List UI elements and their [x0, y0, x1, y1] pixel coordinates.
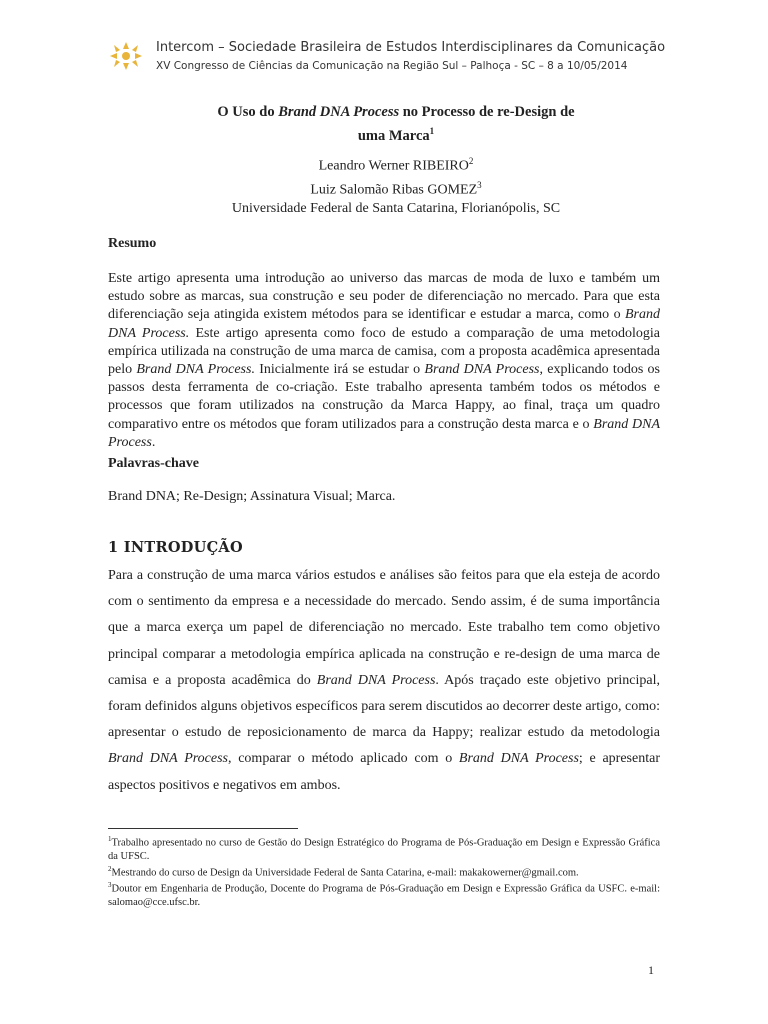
header-title: Intercom – Sociedade Brasileira de Estudos Interdisciplinares da Comunicação: [156, 40, 666, 55]
abstract-heading: Resumo: [108, 236, 157, 251]
paper-title: [108, 103, 684, 146]
abstract-italic: Brand DNA Process: [108, 416, 660, 450]
footnote-ref: 1: [108, 835, 112, 843]
page-header: [108, 38, 668, 78]
intro-text: Para a construção de uma marca vários estudos e análises são feitos para que ela esteja de acordo com o sentimento da empresa e a necessidade do mercado. Sendo assim, é de suma importância que a marca exerça um papel de diferenciação no mercado. Este trabalho tem como objetivo principal comparar a metodologia empírica aplicada na construção e re-design de uma marca de camisa e a proposta acadêmica do: [108, 568, 660, 688]
footnote-3: [108, 879, 660, 909]
footnote-text: Trabalho apresentado no curso de Gestão do Design Estratégico do Programa de Pós-Graduação em Design e Expressão Gráfica da UFSC.: [108, 837, 660, 862]
footnote-text: Mestrando do curso de Design da Universidade Federal de Santa Catarina, e-mail: makakowerner@gmail.com.: [111, 867, 579, 878]
intro-text: . Após traçado este objetivo principal, foram definidos alguns objetivos específicos para serem discutidos ao decorrer deste artigo, como: apresentar o estudo de reposicionamento de marca da Happy; realizar estudo da metodologia: [108, 672, 660, 741]
abstract-italic: Brand DNA Process.: [108, 307, 660, 341]
footnote-2: [108, 863, 660, 880]
footnote-1: [108, 833, 660, 863]
abstract-italic: Brand DNA Process.: [136, 362, 255, 378]
author-ref: 2: [468, 156, 474, 166]
author-1: [108, 152, 684, 176]
footnotes: [108, 833, 660, 909]
footnote-divider: [108, 828, 298, 829]
keywords-heading: Palavras-chave: [108, 456, 199, 471]
introduction-heading: 1 INTRODUÇÃO: [108, 539, 243, 556]
abstract-text: Inicialmente irá se estudar o: [254, 362, 425, 378]
title-suffix: no Processo de re-Design de: [399, 104, 575, 120]
abstract-text: Este artigo apresenta uma introdução ao universo das marcas de moda de luxo e também um estudo sobre as marcas, sua construção e seu poder de diferenciação no mercado. Para que esta diferenciação seja atingida existem métodos para se identificar e estudar a marca, como o: [108, 271, 660, 323]
author-name: Leandro Werner RIBEIRO: [318, 158, 469, 174]
intro-italic: Brand DNA Process: [108, 751, 228, 767]
author-2: [108, 176, 684, 200]
title-prefix: O Uso do: [217, 104, 279, 120]
intercom-logo-icon: [108, 40, 144, 72]
intro-italic: Brand DNA Process: [458, 751, 579, 767]
affiliation: Universidade Federal de Santa Catarina, Florianópolis, SC: [231, 201, 561, 217]
abstract-body: [108, 270, 660, 452]
intro-text: ; e apresentar aspectos positivos e negativos em ambos.: [108, 751, 660, 793]
title-footnote-ref: 1: [429, 126, 435, 136]
header-subtitle: XV Congresso de Ciências da Comunicação na Região Sul – Palhoça - SC – 8 a 10/05/2014: [156, 60, 628, 72]
authors-block: [108, 152, 684, 218]
author-ref: 3: [477, 179, 482, 190]
keywords-text: Brand DNA; Re-Design; Assinatura Visual; Marca.: [108, 489, 396, 504]
footnote-ref: 2: [108, 864, 112, 873]
abstract-text: .: [151, 434, 156, 450]
author-name: Luiz Salomão Ribas GOMEZ: [310, 182, 478, 198]
abstract-italic: Brand DNA Process: [424, 362, 540, 378]
footnote-ref: 3: [108, 881, 112, 889]
intro-text: , comparar o método aplicado com o: [228, 751, 459, 767]
title-italic: Brand DNA Process: [278, 104, 400, 120]
abstract-text: , explicando todos os passos desta ferramenta de co-criação. Este trabalho apresenta também todos os métodos e processos que foram utilizados na construção da Marca Happy, ao final, traça um quadro comparativo entre os métodos que foram utilizados para a construção desta marca e o: [108, 362, 660, 432]
page-number: 1: [648, 963, 654, 977]
footnote-text: Doutor em Engenharia de Produção, Docente do Programa de Pós-Graduação em Design e Expressão Gráfica da USFC. e-mail: salomao@cce.ufsc.br.: [108, 883, 660, 908]
abstract-text: Este artigo apresenta como foco de estudo a comparação de uma metodologia empírica utilizada na construção de uma marca de camisa, com a proposta acadêmica apresentada pelo: [108, 325, 660, 378]
title-line2: uma Marca: [357, 127, 430, 144]
introduction-body: [108, 563, 660, 799]
intro-italic: Brand DNA Process: [316, 672, 436, 688]
